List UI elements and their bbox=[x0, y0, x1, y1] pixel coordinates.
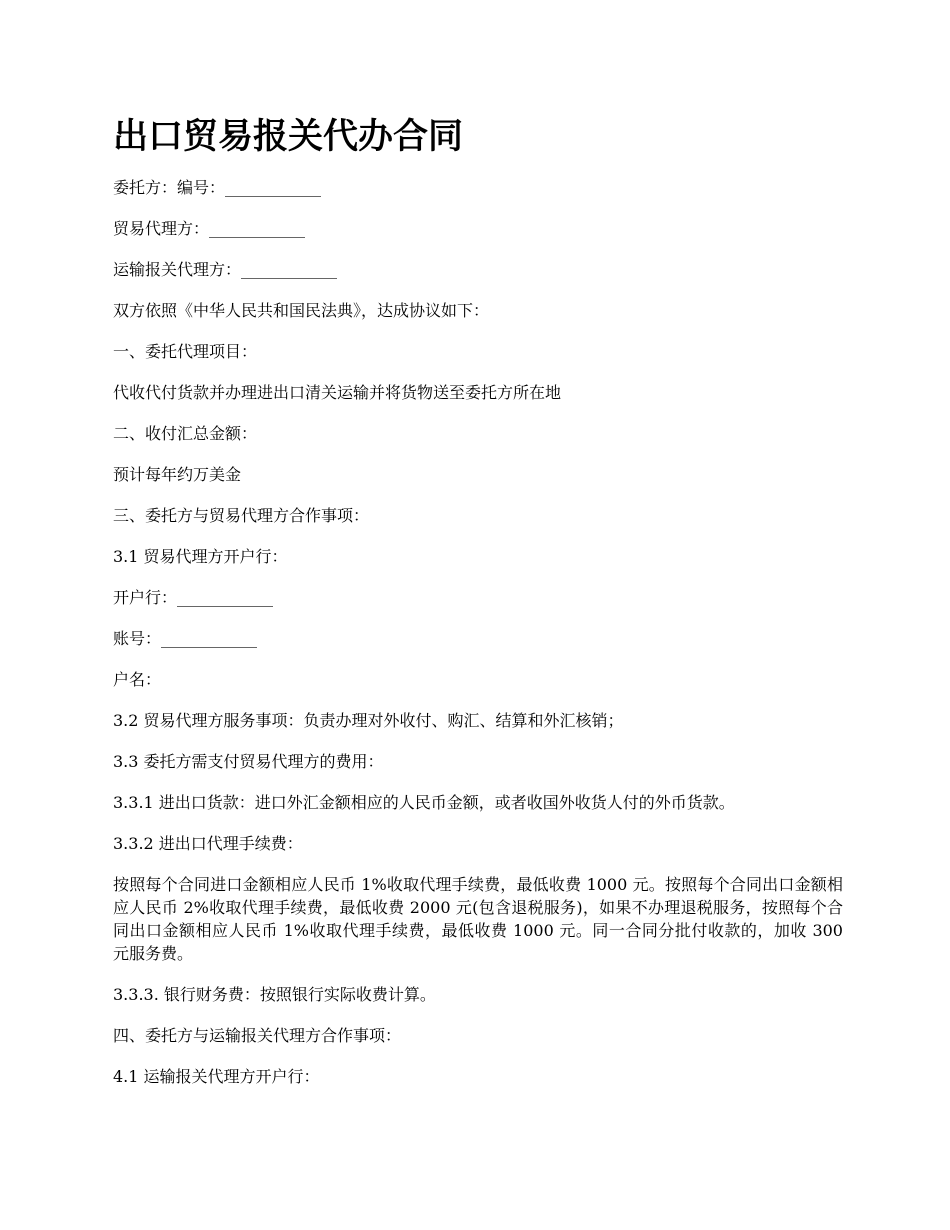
trade-agent-line: 贸易代理方：____________ bbox=[113, 219, 306, 238]
clause-3-1: 3.1 贸易代理方开户行： bbox=[113, 547, 288, 566]
document-title: 出口贸易报关代办合同 bbox=[113, 116, 464, 157]
bank-line: 开户行：____________ bbox=[113, 588, 274, 607]
section-1-content: 代收代付货款并办理进出口清关运输并将货物送至委托方所在地 bbox=[113, 383, 562, 402]
clause-3-3-1: 3.3.1 进出口货款：进口外汇金额相应的人民币金额，或者收国外收货人付的外币货款。 bbox=[113, 793, 735, 812]
client-and-number-line: 委托方：编号：____________ bbox=[113, 178, 322, 197]
agreement-preamble: 双方依照《中华人民共和国民法典》，达成协议如下： bbox=[113, 301, 490, 320]
clause-3-3-3: 3.3.3. 银行财务费：按照银行实际收费计算。 bbox=[113, 985, 436, 1004]
fee-terms-paragraph: 按照每个合同进口金额相应人民币 1%收取代理手续费，最低收费 1000 元。按照每个合同出口金额相应人民币 2%收取代理手续费，最低收费 2000 元(包含退税服务)，如果不办理退税服务，按照每个合同出口金额相应人民币 1%收取代理手续费，最低收费 1000 元。同一合同分批付收款的，加收 300 元服务费。 bbox=[113, 875, 843, 963]
section-3-heading: 三、委托方与贸易代理方合作事项： bbox=[113, 506, 370, 525]
section-2-heading: 二、收付汇总金额： bbox=[113, 424, 258, 443]
section-1-heading: 一、委托代理项目： bbox=[113, 342, 258, 361]
section-2-content: 预计每年约万美金 bbox=[113, 465, 242, 484]
clause-3-3: 3.3 委托方需支付贸易代理方的费用： bbox=[113, 752, 384, 771]
clause-3-3-2: 3.3.2 进出口代理手续费： bbox=[113, 834, 303, 853]
account-name-line: 户名： bbox=[113, 670, 162, 689]
clause-3-2: 3.2 贸易代理方服务事项：负责办理对外收付、购汇、结算和外汇核销； bbox=[113, 711, 624, 730]
section-4-heading: 四、委托方与运输报关代理方合作事项： bbox=[113, 1026, 402, 1045]
account-line: 账号：____________ bbox=[113, 629, 258, 648]
document-page bbox=[113, 108, 843, 1106]
clause-4-1: 4.1 运输报关代理方开户行： bbox=[113, 1067, 320, 1086]
customs-agent-line: 运输报关代理方：____________ bbox=[113, 260, 338, 279]
